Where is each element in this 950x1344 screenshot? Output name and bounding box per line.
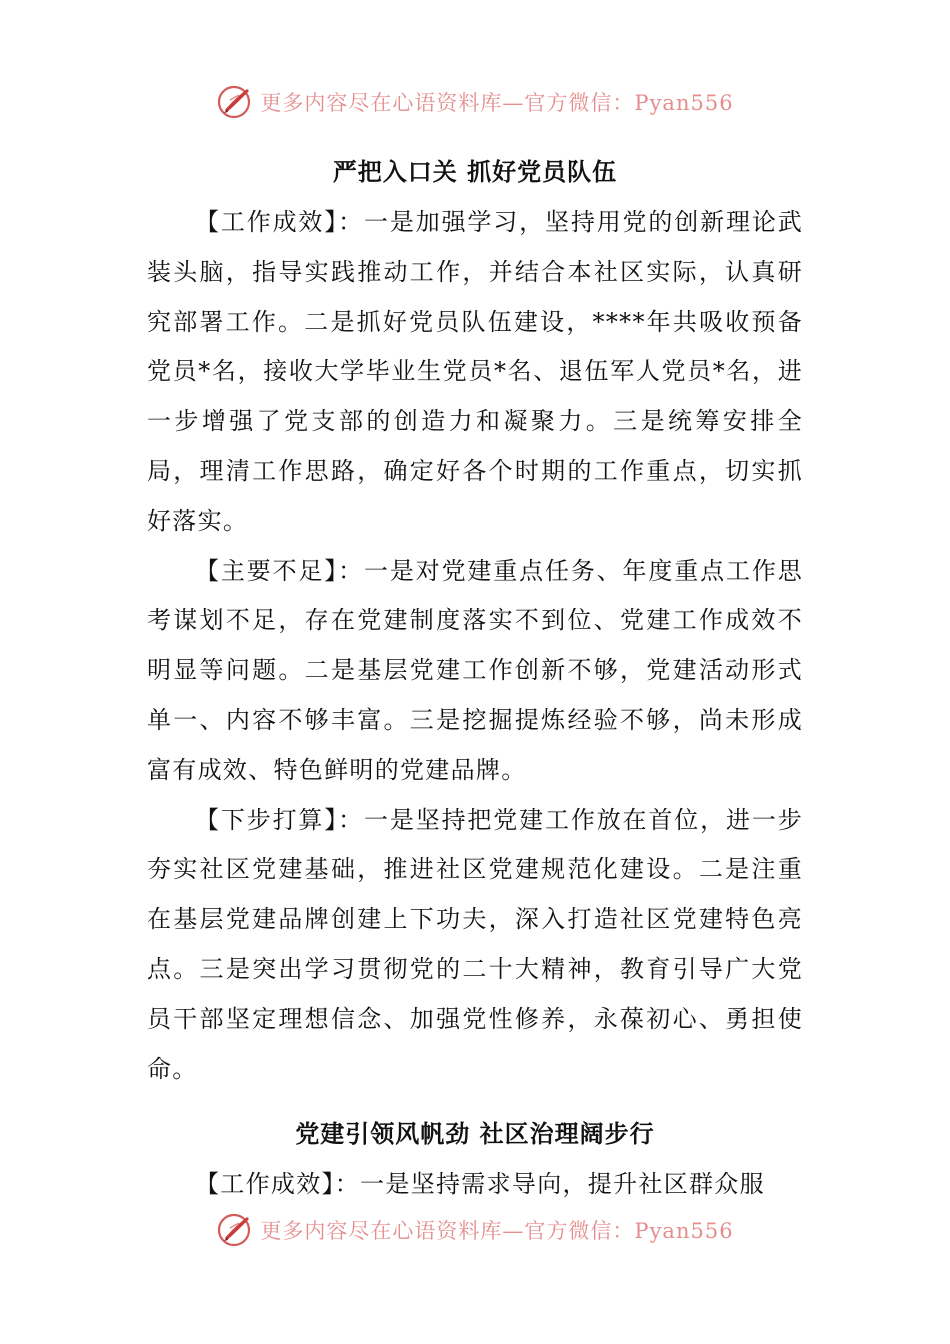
paragraph-next-steps: 【下步打算】：一是坚持把党建工作放在首位，进一步夯实社区党建基础，推进社区党建规范化建设。二是注重在基层党建品牌创建上下功夫，深入打造社区党建特色亮点。三是突出学习贯彻党的二十大精神，教育引导广大党员干部坚定理想信念、加强党性修养，永葆初心、勇担使命。 [147, 805, 803, 1083]
section-title: 严把入口关 抓好党员队伍 [332, 157, 618, 186]
paragraph-work-results: 【工作成效】：一是坚持需求导向，提升社区群众服 [195, 1170, 765, 1199]
section-title: 党建引领风帆劲 社区治理阔步行 [295, 1119, 655, 1149]
watermark-footer [0, 1210, 950, 1250]
document-body [147, 150, 803, 1210]
paragraph-shortcomings: 【主要不足】：一是对党建重点任务、年度重点工作思考谋划不足，存在党建制度落实不到位、党建工作成效不明显等问题。二是基层党建工作创新不够，党建活动形式单一、内容不够丰富。三是挖掘提炼经验不够，尚未形成富有成效、特色鲜明的党建品牌。 [147, 556, 803, 784]
watermark-text: 更多内容尽在心语资料库—官方微信：Pyan556 [260, 91, 734, 115]
pen-logo-icon [216, 82, 256, 122]
paragraph-work-results: 【工作成效】：一是加强学习，坚持用党的创新理论武装头脑，指导实践推动工作，并结合本社区实际，认真研究部署工作。二是抓好党员队伍建设，****年共吸收预备党员*名，接收大学毕业生党员*名、退伍军人党员*名，进一步增强了党支部的创造力和凝聚力。三是统筹安排全局，理清工作思路，确定好各个时期的工作重点，切实抓好落实。 [147, 208, 803, 535]
watermark-text: 更多内容尽在心语资料库—官方微信：Pyan556 [260, 1219, 734, 1243]
watermark-header [0, 82, 950, 122]
pen-logo-icon [216, 1210, 256, 1250]
